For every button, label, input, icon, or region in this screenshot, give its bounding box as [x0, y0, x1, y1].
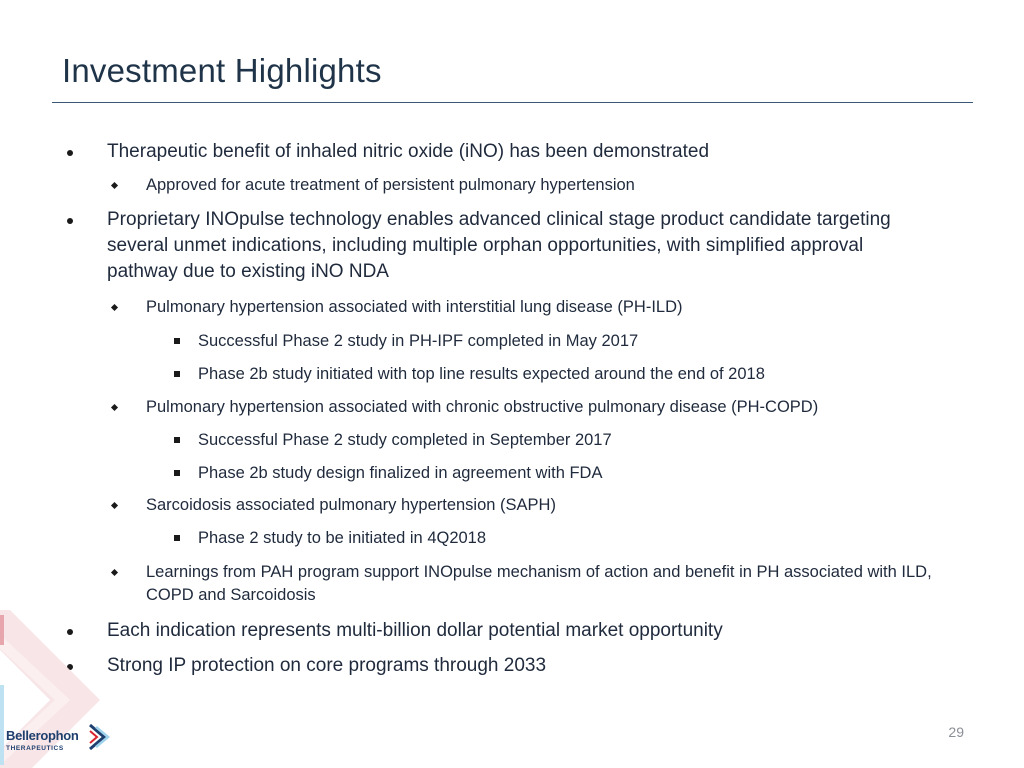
diamond-bullet-icon [111, 502, 118, 509]
logo-wordmark: Bellerophon [6, 728, 79, 743]
bullet-text: Pulmonary hypertension associated with interstitial lung disease (PH-ILD) [146, 298, 683, 316]
page-number: 29 [948, 724, 964, 740]
bullet-text: Successful Phase 2 study in PH-IPF completed in May 2017 [198, 332, 639, 350]
bullet-text: Phase 2b study design finalized in agreement with FDA [198, 464, 603, 482]
diamond-bullet-icon [111, 304, 118, 311]
bullet-text: Therapeutic benefit of inhaled nitric oxide (iNO) has been demonstrated [107, 141, 710, 162]
sub-sub-bullet-item [198, 462, 938, 485]
sub-bullet-item [146, 296, 936, 319]
bullet-item [107, 139, 907, 165]
logo-chevron-icon [88, 723, 110, 751]
bullet-dot-icon [67, 218, 73, 224]
bullet-item [107, 618, 907, 644]
diamond-bullet-icon [111, 569, 118, 576]
square-bullet-icon [174, 371, 180, 377]
diamond-bullet-icon [111, 182, 118, 189]
square-bullet-icon [174, 470, 180, 476]
bullet-text: Approved for acute treatment of persistent pulmonary hypertension [146, 176, 635, 194]
sub-bullet-item [146, 561, 936, 607]
company-logo [6, 722, 106, 762]
sub-sub-bullet-item [198, 363, 938, 386]
bullet-text: Sarcoidosis associated pulmonary hypertension (SAPH) [146, 496, 556, 514]
bullet-text: Phase 2 study to be initiated in 4Q2018 [198, 529, 487, 547]
logo-tagline: THERAPEUTICS [6, 745, 64, 752]
sub-bullet-item [146, 494, 936, 517]
bullet-text: Successful Phase 2 study completed in September 2017 [198, 431, 612, 449]
square-bullet-icon [174, 535, 180, 541]
sub-bullet-item [146, 396, 936, 419]
sub-sub-bullet-item [198, 429, 938, 452]
bullet-text: Phase 2b study initiated with top line results expected around the end of 2018 [198, 365, 765, 383]
sub-sub-bullet-item [198, 330, 938, 353]
bullet-item [107, 653, 907, 679]
bullet-text: Each indication represents multi-billion dollar potential market opportunity [107, 620, 723, 641]
bullet-dot-icon [67, 150, 73, 156]
bullet-text: Proprietary INOpulse technology enables advanced clinical stage product candidate targeting several unmet indications, including multiple orphan opportunities, with simplified approval pathway due to existing iNO NDA [107, 209, 891, 282]
diamond-bullet-icon [111, 404, 118, 411]
square-bullet-icon [174, 437, 180, 443]
bullet-item [107, 207, 907, 285]
sub-sub-bullet-item [198, 527, 938, 550]
bullet-text: Learnings from PAH program support INOpulse mechanism of action and benefit in PH associated with ILD, COPD and Sarcoidosis [146, 563, 932, 604]
sub-bullet-item [146, 174, 936, 197]
slide-title: Investment Highlights [62, 52, 382, 89]
bullet-text: Strong IP protection on core programs through 2033 [107, 655, 547, 676]
title-underline [52, 102, 973, 103]
square-bullet-icon [174, 338, 180, 344]
bullet-text: Pulmonary hypertension associated with chronic obstructive pulmonary disease (PH-COPD) [146, 398, 819, 416]
